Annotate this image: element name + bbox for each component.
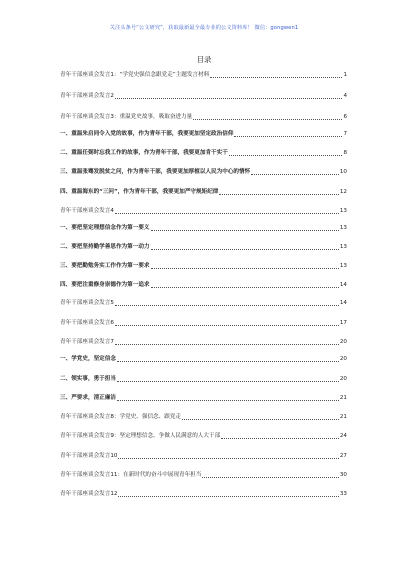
header-banner: 关注头条号“公文研究”，获取最新最全最专业的公文资料库！ 微信：gongwen1 [109, 25, 299, 31]
toc-leader-dots [117, 399, 339, 401]
toc-entry-page-number: 4 [343, 93, 347, 99]
toc-entry-page-number: 8 [343, 150, 347, 156]
toc-entry[interactable] [60, 189, 347, 196]
toc-entry-page-number: 27 [339, 453, 347, 459]
toc-entry-page-number: 10 [339, 169, 347, 175]
toc-entry[interactable] [60, 433, 347, 440]
toc-entry-title: 青年干部座谈会发言2 [60, 93, 114, 99]
toc-leader-dots [151, 267, 339, 269]
toc-entry-title: 青年干部座谈会发言1：“学党史强信念跟党走”主题发言材料 [60, 72, 210, 78]
toc-entry[interactable] [60, 169, 347, 176]
toc-leader-dots [151, 248, 339, 250]
toc-entry[interactable] [60, 414, 347, 421]
toc-entry-title: 四、要把注重修身崇德作为第一追求 [60, 282, 150, 288]
toc-leader-dots [118, 495, 338, 497]
toc-entry-title: 青年干部座谈会发言8：学党史、强信念、跟党走 [60, 414, 182, 420]
toc-leader-dots [219, 193, 338, 195]
toc-entry-page-number: 13 [339, 208, 347, 214]
toc-entry-page-number: 21 [339, 414, 347, 420]
toc-entry[interactable] [60, 320, 347, 327]
toc-leader-dots [151, 229, 339, 231]
toc-entry-title: 青年干部座谈会发言6 [60, 320, 114, 326]
toc-entry-page-number: 6 [343, 114, 347, 120]
toc-entry-page-number: 1 [343, 72, 347, 78]
toc-entry-page-number: 24 [339, 433, 347, 439]
toc-entry-title: 三、严要求，清正廉洁 [60, 395, 116, 401]
toc-entry-title: 青年干部座谈会发言3：重温党史故事，吸取奋进力量 [60, 114, 193, 120]
toc-entry-title: 二、要把坚持勤学善思作为第一动力 [60, 244, 150, 250]
toc-entry-page-number: 20 [339, 339, 347, 345]
toc-entry[interactable] [60, 376, 347, 383]
toc-entry[interactable] [60, 263, 347, 270]
toc-entry-page-number: 33 [339, 491, 347, 497]
toc-leader-dots [117, 360, 339, 362]
toc-entry[interactable] [60, 300, 347, 307]
toc-entry[interactable] [60, 395, 347, 402]
toc-entry-title: 一、重温朱启同令入党的故事，作为青年干部，我要更加坚定政治信仰 [60, 131, 234, 137]
toc-entry-page-number: 12 [339, 189, 347, 195]
toc-leader-dots [115, 304, 339, 306]
toc-entry[interactable] [60, 356, 347, 363]
toc-entry[interactable] [60, 208, 347, 215]
toc-entry-title: 青年干部座谈会发言9：坚定理想信念，争做人民满意的人大干部 [60, 433, 221, 439]
toc-leader-dots [234, 135, 342, 137]
toc-entry-title: 二、领实事，勇于担当 [60, 376, 116, 382]
toc-entry-title: 青年干部座谈会发言5 [60, 300, 114, 306]
toc-entry[interactable] [60, 472, 347, 479]
toc-leader-dots [251, 173, 339, 175]
toc-leader-dots [210, 76, 342, 78]
toc-leader-dots [117, 380, 339, 382]
toc-entry-page-number: 14 [339, 300, 347, 306]
toc-entry[interactable] [60, 93, 347, 100]
toc-entry[interactable] [60, 225, 347, 232]
toc-entry-page-number: 20 [339, 376, 347, 382]
toc-entry[interactable] [60, 453, 347, 460]
toc-entry-title: 青年干部座谈会发言12 [60, 491, 118, 497]
toc-leader-dots [115, 97, 343, 99]
toc-entry-page-number: 13 [339, 244, 347, 250]
toc-entry-title: 四、重温海东的“三问”，作为青年干部，我要更加严守规矩纪律 [60, 189, 219, 195]
toc-entry-title: 青年干部座谈会发言11：在新时代的奋斗中展现青年担当 [60, 472, 202, 478]
toc-entry[interactable] [60, 72, 347, 79]
toc-entry-title: 三、重温张骞发脱贫之问，作为青年干部，我要更加厚植以人民为中心的情怀 [60, 169, 251, 175]
toc-leader-dots [229, 154, 343, 156]
toc-entry-page-number: 17 [339, 320, 347, 326]
toc-entry-title: 青年干部座谈会发言7 [60, 339, 114, 345]
toc-entry-title: 青年干部座谈会发言4 [60, 208, 114, 214]
toc-entry[interactable] [60, 339, 347, 346]
toc-entry-title: 一、要把坚定理想信念作为第一要义 [60, 225, 150, 231]
toc-entry[interactable] [60, 150, 347, 157]
toc-entry[interactable] [60, 244, 347, 251]
page-title: 目录 [196, 55, 212, 64]
toc-leader-dots [202, 476, 339, 478]
toc-entry-page-number: 13 [339, 263, 347, 269]
toc-entry-page-number: 30 [339, 472, 347, 478]
toc-entry-title: 三、要把勤勉务实工作作为第一要求 [60, 263, 150, 269]
toc-entry-page-number: 20 [339, 356, 347, 362]
toc-entry-page-number: 21 [339, 395, 347, 401]
toc-entry[interactable] [60, 131, 347, 138]
toc-entry-page-number: 14 [339, 282, 347, 288]
toc-entry-page-number: 7 [343, 131, 347, 137]
toc-entry[interactable] [60, 282, 347, 289]
toc-entry-title: 青年干部座谈会发言10 [60, 453, 118, 459]
toc-leader-dots [115, 212, 339, 214]
toc-entry-title: 二、重温任弼时忘我工作的故事，作为青年干部，我要更加肯干实干 [60, 150, 228, 156]
toc-entry[interactable] [60, 114, 347, 121]
toc-leader-dots [193, 118, 342, 120]
toc-leader-dots [221, 437, 339, 439]
toc-entry-title: 一、学党史，坚定信念 [60, 356, 116, 362]
toc-leader-dots [151, 286, 339, 288]
toc-leader-dots [115, 343, 339, 345]
toc-entry-page-number: 13 [339, 225, 347, 231]
toc-leader-dots [118, 457, 338, 459]
toc-entry[interactable] [60, 491, 347, 498]
toc-leader-dots [182, 418, 339, 420]
toc-leader-dots [115, 324, 339, 326]
